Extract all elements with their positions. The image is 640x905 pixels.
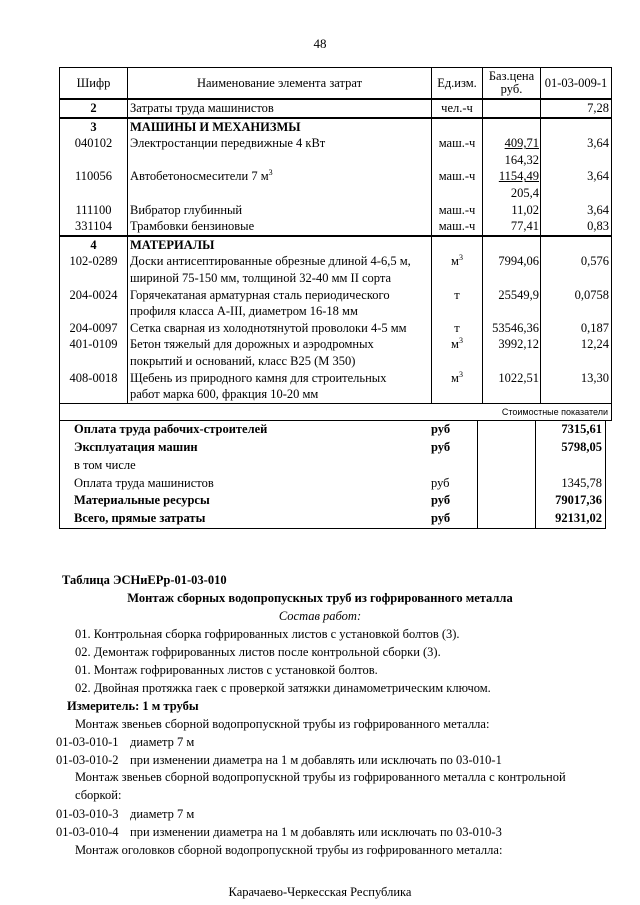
work-item: 01. Контрольная сборка гофрированных листов с установкой болтов (3). [75, 627, 460, 642]
row-code: 204-0024 [60, 287, 128, 320]
row-name [128, 336, 432, 369]
row-price [483, 168, 541, 201]
name-line: работ марка 600, фракция 10-20 мм [130, 387, 319, 402]
rate-code: 01-03-010-2 [56, 753, 119, 768]
row-price: 53546,36 [483, 320, 541, 337]
section-text [0, 571, 640, 859]
empty-cell [541, 236, 612, 254]
table-row [60, 202, 612, 219]
table-row [60, 370, 612, 404]
summary-empty [478, 457, 536, 475]
section-code: 3 [60, 118, 128, 136]
rate-text: при изменении диаметра на 1 м добавлять или исключать по 03-010-3 [130, 825, 502, 840]
empty-cell [432, 118, 483, 136]
row-norm: 12,24 [541, 336, 612, 369]
summary-row [60, 439, 606, 457]
work-item: 02. Двойная протяжка гаек с проверкой затяжки динамометрическим ключом. [75, 681, 491, 696]
page-content [0, 67, 640, 901]
rate-code: 01-03-010-4 [56, 825, 119, 840]
empty-cell [483, 118, 541, 136]
summary-empty [478, 421, 536, 439]
table-row [60, 99, 612, 118]
row-unit [432, 253, 483, 286]
row-price: 25549,9 [483, 287, 541, 320]
name-line: шириной 75-150 мм, толщиной 32-40 мм II сорта [130, 270, 392, 285]
row-unit [432, 370, 483, 404]
summary-row [60, 421, 606, 439]
header-unit: Ед.изм. [432, 68, 483, 100]
row-norm: 13,30 [541, 370, 612, 404]
summary-empty [478, 475, 536, 493]
unit-text: м [451, 370, 459, 385]
row-norm: 0,187 [541, 320, 612, 337]
code-line [0, 751, 640, 769]
superscript: 3 [458, 336, 463, 346]
row-name [128, 370, 432, 404]
group-heading: Монтаж звеньев сборной водопропускной трубы из гофрированного металла с контрольной [75, 770, 566, 785]
section-row [60, 236, 612, 254]
row-price: 7994,06 [483, 253, 541, 286]
row-unit: маш.-ч [432, 168, 483, 201]
row-name: Сетка сварная из холоднотянутой проволоки 4-5 мм [128, 320, 432, 337]
summary-row [60, 457, 606, 475]
row-code: 204-0097 [60, 320, 128, 337]
table-id: Таблица ЭСНиЕРр-01-03-010 [62, 573, 227, 588]
row-unit: маш.-ч [432, 135, 483, 168]
empty-cell [541, 118, 612, 136]
cost-indicators-label: Стоимостные показатели [60, 403, 612, 421]
meter: Измеритель: 1 м трубы [67, 699, 199, 714]
price-value: 409,71 [504, 136, 539, 151]
summary-label: в том числе [60, 457, 429, 475]
row-price: 1022,51 [483, 370, 541, 404]
rate-code: 01-03-010-1 [56, 735, 119, 750]
summary-unit: руб [431, 493, 451, 508]
row-norm: 0,0758 [541, 287, 612, 320]
summary-table [59, 421, 606, 529]
superscript: 3 [268, 168, 273, 178]
empty-cell [483, 236, 541, 254]
header-price: Баз.цена руб. [483, 68, 541, 100]
table-row [60, 135, 612, 168]
summary-row [60, 475, 606, 493]
name-line: профиля класса А-III, диаметром 16-18 мм [130, 304, 358, 319]
row-code: 401-0109 [60, 336, 128, 369]
price-value: 1154,49 [498, 169, 539, 184]
unit-text: м [451, 337, 459, 352]
summary-label: Эксплуатация машин [60, 439, 429, 457]
work-item: 01. Монтаж гофрированных листов с установкой болтов. [75, 663, 378, 678]
table-row [60, 320, 612, 337]
table-row [60, 253, 612, 286]
cost-table [59, 67, 612, 421]
summary-label: Материальные ресурсы [60, 492, 429, 510]
row-unit: маш.-ч [432, 218, 483, 236]
unit-text: м [451, 254, 459, 269]
row-norm: 3,64 [541, 135, 612, 168]
section-code: 4 [60, 236, 128, 254]
row-norm: 7,28 [541, 99, 612, 118]
row-name: Трамбовки бензиновые [128, 218, 432, 236]
summary-label: Оплата труда рабочих-строителей [60, 421, 429, 439]
row-norm: 3,64 [541, 168, 612, 201]
page-number: 48 [313, 36, 327, 51]
rate-text: диаметр 7 м [130, 807, 195, 822]
code-line [0, 805, 640, 823]
table-row [60, 287, 612, 320]
header-norm: 01-03-009-1 [541, 68, 612, 100]
group-heading-cont: сборкой: [75, 788, 122, 803]
section-title: МАШИНЫ И МЕХАНИЗМЫ [128, 118, 432, 136]
table-row [60, 336, 612, 369]
rate-text: при изменении диаметра на 1 м добавлять или исключать по 03-010-1 [130, 753, 502, 768]
page-footer: Карачаево-Черкесская Республика [228, 885, 412, 900]
summary-value: 79017,36 [536, 492, 606, 510]
price-machinist-value: 205,4 [510, 185, 539, 200]
summary-unit: руб [431, 475, 450, 490]
header-code: Шифр [60, 68, 128, 100]
summary-unit: руб [431, 422, 451, 437]
summary-value: 5798,05 [536, 439, 606, 457]
row-price: 3992,12 [483, 336, 541, 369]
summary-unit: руб [431, 440, 451, 455]
row-code: 102-0289 [60, 253, 128, 286]
summary-label: Всего, прямые затраты [60, 510, 429, 528]
row-name-text: Автобетоносмесители 7 м [130, 169, 269, 184]
superscript: 3 [458, 253, 463, 263]
row-name [128, 168, 432, 201]
row-code: 040102 [60, 135, 128, 168]
row-name: Затраты труда машинистов [128, 99, 432, 118]
row-unit [432, 336, 483, 369]
section-title: Монтаж сборных водопропускных труб из гофрированного металла [127, 591, 513, 606]
code-line [0, 823, 640, 841]
works-heading: Состав работ: [278, 609, 362, 624]
summary-value [536, 457, 606, 475]
row-code: 408-0018 [60, 370, 128, 404]
summary-empty [478, 439, 536, 457]
row-code: 2 [60, 99, 128, 118]
name-line: Щебень из природного камня для строительных [130, 370, 387, 385]
group-heading: Монтаж оголовков сборной водопропускной трубы из гофрированного металла: [75, 843, 503, 858]
row-price: 11,02 [483, 202, 541, 219]
name-line: Горячекатаная арматурная сталь периодического [130, 287, 390, 302]
section-row [60, 118, 612, 136]
header-name: Наименование элемента затрат [128, 68, 432, 100]
row-name [128, 253, 432, 286]
row-norm: 3,64 [541, 202, 612, 219]
row-name: Вибратор глубинный [128, 202, 432, 219]
table-row [60, 218, 612, 236]
name-line: Бетон тяжелый для дорожных и аэродромных [130, 337, 374, 352]
summary-value: 1345,78 [536, 475, 606, 493]
name-line: Доски антисептированные обрезные длиной 4-6,5 м, [130, 254, 411, 269]
row-unit: чел.-ч [432, 99, 483, 118]
summary-empty [478, 510, 536, 528]
summary-row [60, 492, 606, 510]
row-unit: т [432, 287, 483, 320]
work-item: 02. Демонтаж гофрированных листов после контрольной сборки (3). [75, 645, 441, 660]
row-unit: маш.-ч [432, 202, 483, 219]
row-code: 331104 [60, 218, 128, 236]
rate-code: 01-03-010-3 [56, 807, 119, 822]
superscript: 3 [458, 369, 463, 379]
row-unit: т [432, 320, 483, 337]
row-price [483, 99, 541, 118]
row-code: 110056 [60, 168, 128, 201]
cost-indicators-row [60, 403, 612, 421]
summary-unit: руб [428, 510, 478, 528]
summary-row [60, 510, 606, 528]
row-code: 111100 [60, 202, 128, 219]
summary-value: 92131,02 [536, 510, 606, 528]
table-row [60, 168, 612, 201]
summary-empty [478, 492, 536, 510]
row-price [483, 135, 541, 168]
rate-text: диаметр 7 м [130, 735, 195, 750]
table-header-row [60, 68, 612, 100]
empty-cell [432, 236, 483, 254]
row-name [128, 287, 432, 320]
row-norm: 0,83 [541, 218, 612, 236]
group-heading: Монтаж звеньев сборной водопропускной трубы из гофрированного металла: [75, 717, 490, 732]
code-line [0, 733, 640, 751]
row-price: 77,41 [483, 218, 541, 236]
row-name: Электростанции передвижные 4 кВт [128, 135, 432, 168]
row-norm: 0,576 [541, 253, 612, 286]
price-machinist-value: 164,32 [504, 152, 539, 167]
summary-label: Оплата труда машинистов [60, 475, 429, 493]
name-line: покрытий и оснований, класс B25 (М 350) [130, 353, 356, 368]
summary-value: 7315,61 [536, 421, 606, 439]
section-title: МАТЕРИАЛЫ [128, 236, 432, 254]
summary-unit [428, 457, 478, 475]
